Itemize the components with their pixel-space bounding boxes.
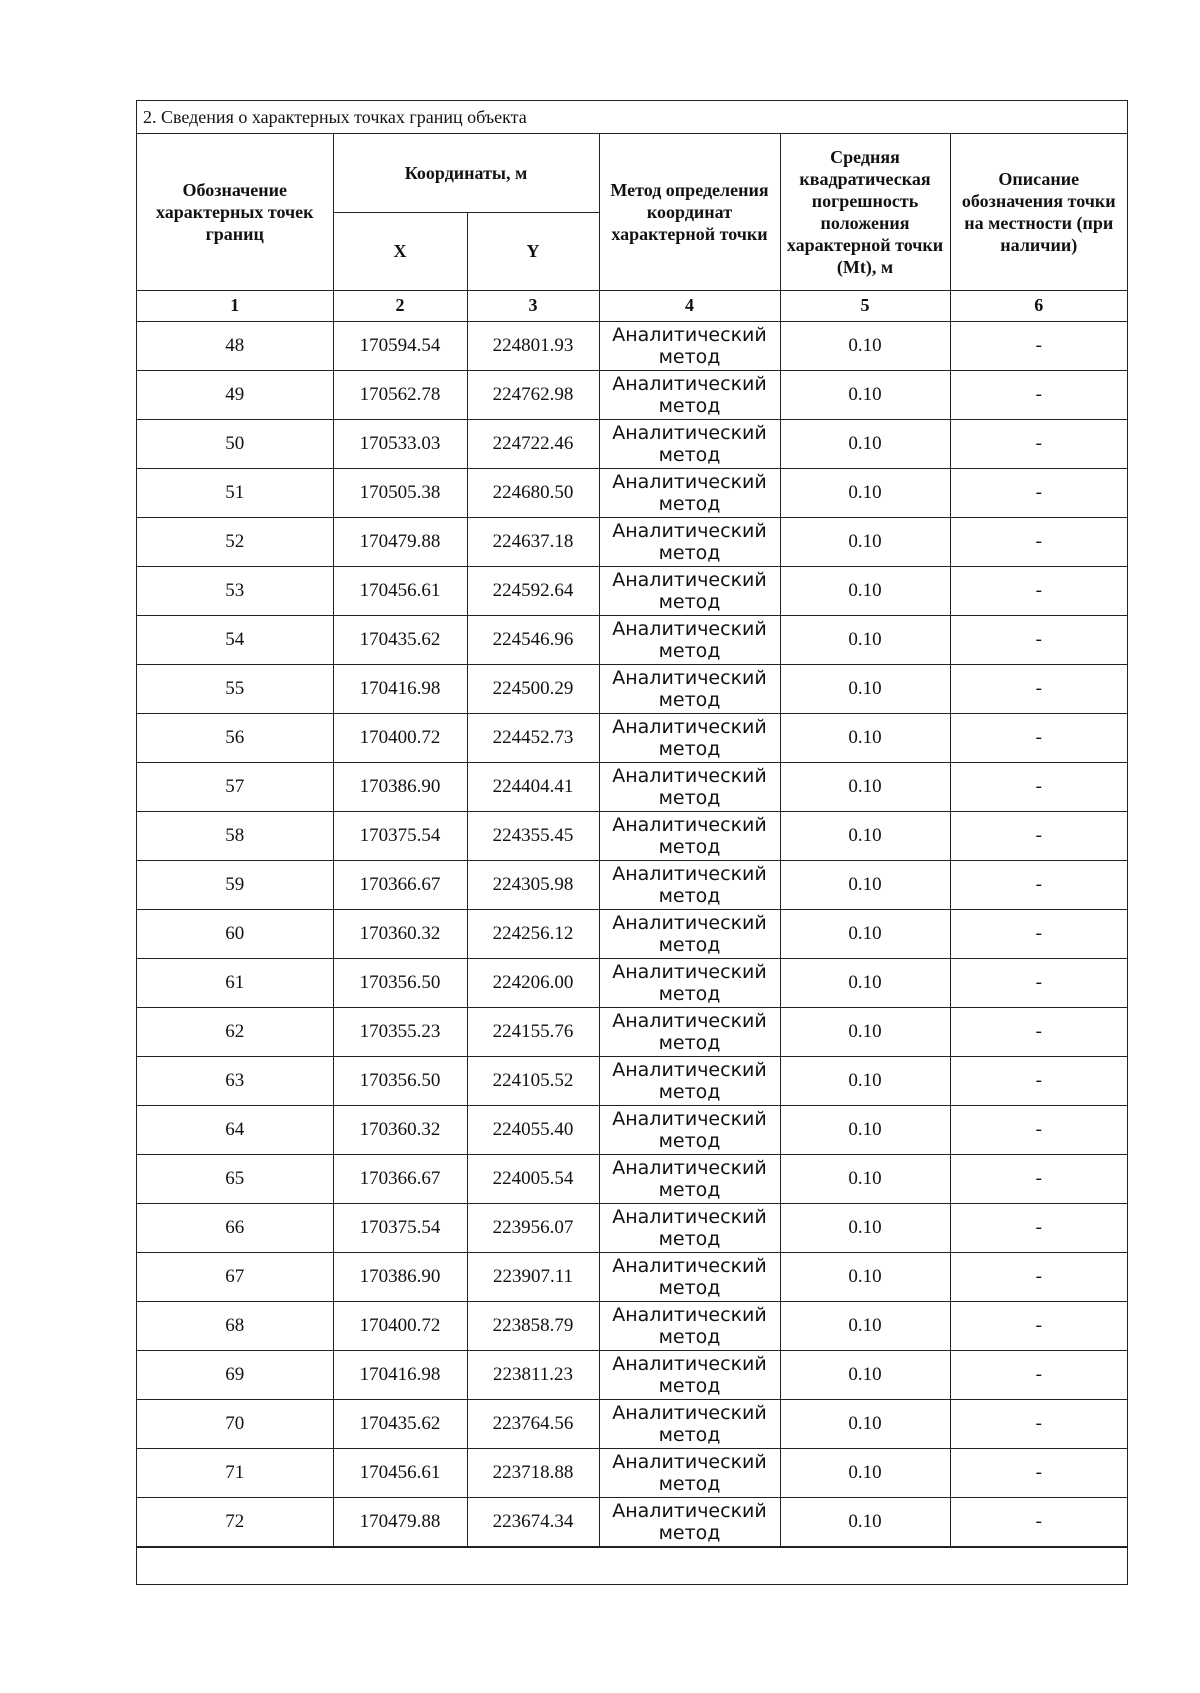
method-line-2: метод	[658, 492, 721, 515]
point-designation-cell: 65	[137, 1154, 333, 1203]
description-cell: -	[950, 419, 1127, 468]
column-number: 3	[467, 290, 599, 321]
x-coordinate-cell: 170400.72	[333, 1301, 467, 1350]
point-designation-cell: 66	[137, 1203, 333, 1252]
point-designation-cell: 53	[137, 566, 333, 615]
x-coordinate-cell: 170562.78	[333, 370, 467, 419]
column-number: 2	[333, 290, 467, 321]
y-coordinate-cell: 224155.76	[467, 1007, 599, 1056]
table-row	[137, 1252, 1127, 1301]
table-row	[137, 321, 1127, 370]
description-cell: -	[950, 1252, 1127, 1301]
method-line-2: метод	[658, 1325, 721, 1348]
method-line-2: метод	[658, 1178, 721, 1201]
x-coordinate-cell: 170355.23	[333, 1007, 467, 1056]
mean-error-cell: 0.10	[780, 713, 950, 762]
method-line-2: метод	[658, 1080, 721, 1103]
method-line-2: метод	[658, 982, 721, 1005]
mean-error-cell: 0.10	[780, 419, 950, 468]
table-row	[137, 468, 1127, 517]
method-line-1: Аналитический	[612, 715, 767, 738]
mean-error-cell: 0.10	[780, 860, 950, 909]
mean-error-cell: 0.10	[780, 1252, 950, 1301]
table-footer-row	[137, 1547, 1127, 1584]
point-designation-cell: 49	[137, 370, 333, 419]
method-cell	[599, 566, 780, 615]
description-cell: -	[950, 1154, 1127, 1203]
column-number: 5	[780, 290, 950, 321]
table-row	[137, 1154, 1127, 1203]
x-coordinate-cell: 170416.98	[333, 1350, 467, 1399]
x-coordinate-cell: 170400.72	[333, 713, 467, 762]
y-coordinate-cell: 224105.52	[467, 1056, 599, 1105]
column-number: 1	[137, 290, 333, 321]
description-cell: -	[950, 762, 1127, 811]
x-coordinate-cell: 170479.88	[333, 517, 467, 566]
mean-error-cell: 0.10	[780, 1056, 950, 1105]
description-cell: -	[950, 1203, 1127, 1252]
x-coordinate-cell: 170505.38	[333, 468, 467, 517]
y-coordinate-cell: 223674.34	[467, 1497, 599, 1546]
y-coordinate-cell: 224546.96	[467, 615, 599, 664]
description-cell: -	[950, 321, 1127, 370]
method-line-2: метод	[658, 1472, 721, 1495]
method-cell	[599, 1105, 780, 1154]
description-cell: -	[950, 1448, 1127, 1497]
mean-error-cell: 0.10	[780, 762, 950, 811]
column-number: 6	[950, 290, 1127, 321]
point-designation-cell: 60	[137, 909, 333, 958]
method-line-1: Аналитический	[612, 1156, 767, 1179]
description-cell: -	[950, 566, 1127, 615]
y-coordinate-cell: 224801.93	[467, 321, 599, 370]
table-row	[137, 762, 1127, 811]
y-coordinate-cell: 224355.45	[467, 811, 599, 860]
table-row	[137, 615, 1127, 664]
x-coordinate-cell: 170356.50	[333, 1056, 467, 1105]
method-cell	[599, 958, 780, 1007]
description-cell: -	[950, 1399, 1127, 1448]
method-cell	[599, 321, 780, 370]
x-coordinate-cell: 170366.67	[333, 860, 467, 909]
mean-error-cell: 0.10	[780, 1007, 950, 1056]
method-line-1: Аналитический	[612, 1450, 767, 1473]
description-cell: -	[950, 811, 1127, 860]
point-designation-cell: 71	[137, 1448, 333, 1497]
method-cell	[599, 1154, 780, 1203]
table-row	[137, 566, 1127, 615]
method-cell	[599, 517, 780, 566]
y-coordinate-cell: 224206.00	[467, 958, 599, 1007]
x-coordinate-cell: 170375.54	[333, 811, 467, 860]
point-designation-cell: 58	[137, 811, 333, 860]
y-coordinate-cell: 224404.41	[467, 762, 599, 811]
mean-error-cell: 0.10	[780, 321, 950, 370]
point-designation-cell: 52	[137, 517, 333, 566]
method-line-1: Аналитический	[612, 1107, 767, 1130]
y-coordinate-cell: 224500.29	[467, 664, 599, 713]
point-designation-cell: 51	[137, 468, 333, 517]
method-line-2: метод	[658, 590, 721, 613]
description-cell: -	[950, 664, 1127, 713]
y-coordinate-cell: 223858.79	[467, 1301, 599, 1350]
table-row	[137, 1399, 1127, 1448]
table-row	[137, 370, 1127, 419]
description-cell: -	[950, 1497, 1127, 1546]
header-point-designation: Обозначение характерных точек границ	[137, 134, 333, 290]
description-cell: -	[950, 1007, 1127, 1056]
description-cell: -	[950, 909, 1127, 958]
method-cell	[599, 860, 780, 909]
x-coordinate-cell: 170375.54	[333, 1203, 467, 1252]
table-row	[137, 517, 1127, 566]
y-coordinate-cell: 224305.98	[467, 860, 599, 909]
method-line-2: метод	[658, 1276, 721, 1299]
y-coordinate-cell: 223764.56	[467, 1399, 599, 1448]
table-row	[137, 419, 1127, 468]
y-coordinate-cell: 223907.11	[467, 1252, 599, 1301]
point-designation-cell: 72	[137, 1497, 333, 1546]
method-line-1: Аналитический	[612, 1254, 767, 1277]
method-cell	[599, 1350, 780, 1399]
method-line-1: Аналитический	[612, 617, 767, 640]
method-line-2: метод	[658, 786, 721, 809]
mean-error-cell: 0.10	[780, 958, 950, 1007]
x-coordinate-cell: 170533.03	[333, 419, 467, 468]
y-coordinate-cell: 224722.46	[467, 419, 599, 468]
method-cell	[599, 1252, 780, 1301]
x-coordinate-cell: 170360.32	[333, 909, 467, 958]
point-designation-cell: 61	[137, 958, 333, 1007]
mean-error-cell: 0.10	[780, 1448, 950, 1497]
table-row	[137, 909, 1127, 958]
description-cell: -	[950, 370, 1127, 419]
description-cell: -	[950, 468, 1127, 517]
point-designation-cell: 64	[137, 1105, 333, 1154]
method-line-1: Аналитический	[612, 1499, 767, 1522]
header-y: Y	[467, 212, 599, 290]
method-line-2: метод	[658, 1031, 721, 1054]
table-row	[137, 1007, 1127, 1056]
mean-error-cell: 0.10	[780, 1350, 950, 1399]
description-cell: -	[950, 1105, 1127, 1154]
method-cell	[599, 1497, 780, 1546]
method-cell	[599, 615, 780, 664]
x-coordinate-cell: 170456.61	[333, 1448, 467, 1497]
y-coordinate-cell: 223718.88	[467, 1448, 599, 1497]
method-line-2: метод	[658, 884, 721, 907]
x-coordinate-cell: 170386.90	[333, 1252, 467, 1301]
x-coordinate-cell: 170435.62	[333, 615, 467, 664]
mean-error-cell: 0.10	[780, 468, 950, 517]
method-line-2: метод	[658, 345, 721, 368]
method-line-1: Аналитический	[612, 764, 767, 787]
table-body	[137, 321, 1127, 1546]
method-line-2: метод	[658, 737, 721, 760]
method-line-1: Аналитический	[612, 470, 767, 493]
x-coordinate-cell: 170366.67	[333, 1154, 467, 1203]
description-cell: -	[950, 1350, 1127, 1399]
method-line-1: Аналитический	[612, 1303, 767, 1326]
method-line-1: Аналитический	[612, 666, 767, 689]
point-designation-cell: 59	[137, 860, 333, 909]
y-coordinate-cell: 224452.73	[467, 713, 599, 762]
table-row	[137, 1105, 1127, 1154]
method-line-1: Аналитический	[612, 568, 767, 591]
method-cell	[599, 909, 780, 958]
header-coordinates: Координаты, м	[333, 134, 599, 212]
method-line-1: Аналитический	[612, 372, 767, 395]
x-coordinate-cell: 170479.88	[333, 1497, 467, 1546]
point-designation-cell: 55	[137, 664, 333, 713]
point-designation-cell: 50	[137, 419, 333, 468]
method-line-2: метод	[658, 394, 721, 417]
method-line-1: Аналитический	[612, 1009, 767, 1032]
point-designation-cell: 48	[137, 321, 333, 370]
x-coordinate-cell: 170416.98	[333, 664, 467, 713]
method-line-2: метод	[658, 1227, 721, 1250]
description-cell: -	[950, 1056, 1127, 1105]
boundary-points-document	[136, 100, 1128, 1585]
method-cell	[599, 1448, 780, 1497]
y-coordinate-cell: 223811.23	[467, 1350, 599, 1399]
table-row	[137, 664, 1127, 713]
header-method: Метод определения координат характерной точки	[599, 134, 780, 290]
x-coordinate-cell: 170360.32	[333, 1105, 467, 1154]
x-coordinate-cell: 170594.54	[333, 321, 467, 370]
method-line-2: метод	[658, 541, 721, 564]
table-row	[137, 811, 1127, 860]
method-line-2: метод	[658, 443, 721, 466]
method-line-2: метод	[658, 1129, 721, 1152]
header-description: Описание обозначения точки на местности (при наличии)	[950, 134, 1127, 290]
y-coordinate-cell: 224592.64	[467, 566, 599, 615]
mean-error-cell: 0.10	[780, 1399, 950, 1448]
y-coordinate-cell: 224055.40	[467, 1105, 599, 1154]
y-coordinate-cell: 224256.12	[467, 909, 599, 958]
method-cell	[599, 664, 780, 713]
point-designation-cell: 54	[137, 615, 333, 664]
table-row	[137, 1497, 1127, 1546]
mean-error-cell: 0.10	[780, 1497, 950, 1546]
y-coordinate-cell: 224680.50	[467, 468, 599, 517]
boundary-points-table	[137, 134, 1127, 1547]
method-line-2: метод	[658, 835, 721, 858]
description-cell: -	[950, 1301, 1127, 1350]
method-cell	[599, 713, 780, 762]
table-row	[137, 1301, 1127, 1350]
point-designation-cell: 68	[137, 1301, 333, 1350]
method-line-1: Аналитический	[612, 1401, 767, 1424]
y-coordinate-cell: 224637.18	[467, 517, 599, 566]
method-line-1: Аналитический	[612, 421, 767, 444]
method-cell	[599, 468, 780, 517]
section-title: 2. Сведения о характерных точках границ объекта	[137, 101, 1127, 134]
mean-error-cell: 0.10	[780, 517, 950, 566]
table-row	[137, 1056, 1127, 1105]
point-designation-cell: 57	[137, 762, 333, 811]
method-cell	[599, 811, 780, 860]
method-cell	[599, 370, 780, 419]
point-designation-cell: 69	[137, 1350, 333, 1399]
mean-error-cell: 0.10	[780, 664, 950, 713]
mean-error-cell: 0.10	[780, 566, 950, 615]
method-line-1: Аналитический	[612, 1205, 767, 1228]
method-line-1: Аналитический	[612, 813, 767, 836]
description-cell: -	[950, 517, 1127, 566]
column-number: 4	[599, 290, 780, 321]
mean-error-cell: 0.10	[780, 370, 950, 419]
mean-error-cell: 0.10	[780, 811, 950, 860]
y-coordinate-cell: 224005.54	[467, 1154, 599, 1203]
method-cell	[599, 1056, 780, 1105]
method-line-1: Аналитический	[612, 960, 767, 983]
point-designation-cell: 62	[137, 1007, 333, 1056]
table-row	[137, 713, 1127, 762]
method-line-2: метод	[658, 639, 721, 662]
x-coordinate-cell: 170356.50	[333, 958, 467, 1007]
mean-error-cell: 0.10	[780, 1203, 950, 1252]
method-line-1: Аналитический	[612, 519, 767, 542]
method-line-1: Аналитический	[612, 911, 767, 934]
method-line-1: Аналитический	[612, 323, 767, 346]
mean-error-cell: 0.10	[780, 1301, 950, 1350]
method-line-1: Аналитический	[612, 862, 767, 885]
method-cell	[599, 762, 780, 811]
point-designation-cell: 67	[137, 1252, 333, 1301]
x-coordinate-cell: 170386.90	[333, 762, 467, 811]
method-cell	[599, 1203, 780, 1252]
method-line-2: метод	[658, 1423, 721, 1446]
mean-error-cell: 0.10	[780, 1105, 950, 1154]
mean-error-cell: 0.10	[780, 615, 950, 664]
point-designation-cell: 70	[137, 1399, 333, 1448]
table-row	[137, 860, 1127, 909]
header-mean-error: Средняя квадратическая погрешность положения характерной точки (Mt), м	[780, 134, 950, 290]
method-line-2: метод	[658, 1374, 721, 1397]
method-line-2: метод	[658, 1521, 721, 1544]
method-cell	[599, 1399, 780, 1448]
table-row	[137, 1448, 1127, 1497]
header-x: X	[333, 212, 467, 290]
mean-error-cell: 0.10	[780, 1154, 950, 1203]
description-cell: -	[950, 958, 1127, 1007]
method-cell	[599, 419, 780, 468]
method-cell	[599, 1301, 780, 1350]
description-cell: -	[950, 713, 1127, 762]
mean-error-cell: 0.10	[780, 909, 950, 958]
point-designation-cell: 56	[137, 713, 333, 762]
method-line-1: Аналитический	[612, 1058, 767, 1081]
table-row	[137, 958, 1127, 1007]
method-cell	[599, 1007, 780, 1056]
point-designation-cell: 63	[137, 1056, 333, 1105]
method-line-2: метод	[658, 933, 721, 956]
method-line-2: метод	[658, 688, 721, 711]
column-number-row	[137, 290, 1127, 321]
x-coordinate-cell: 170456.61	[333, 566, 467, 615]
description-cell: -	[950, 860, 1127, 909]
y-coordinate-cell: 223956.07	[467, 1203, 599, 1252]
y-coordinate-cell: 224762.98	[467, 370, 599, 419]
table-row	[137, 1203, 1127, 1252]
method-line-1: Аналитический	[612, 1352, 767, 1375]
table-row	[137, 1350, 1127, 1399]
x-coordinate-cell: 170435.62	[333, 1399, 467, 1448]
description-cell: -	[950, 615, 1127, 664]
